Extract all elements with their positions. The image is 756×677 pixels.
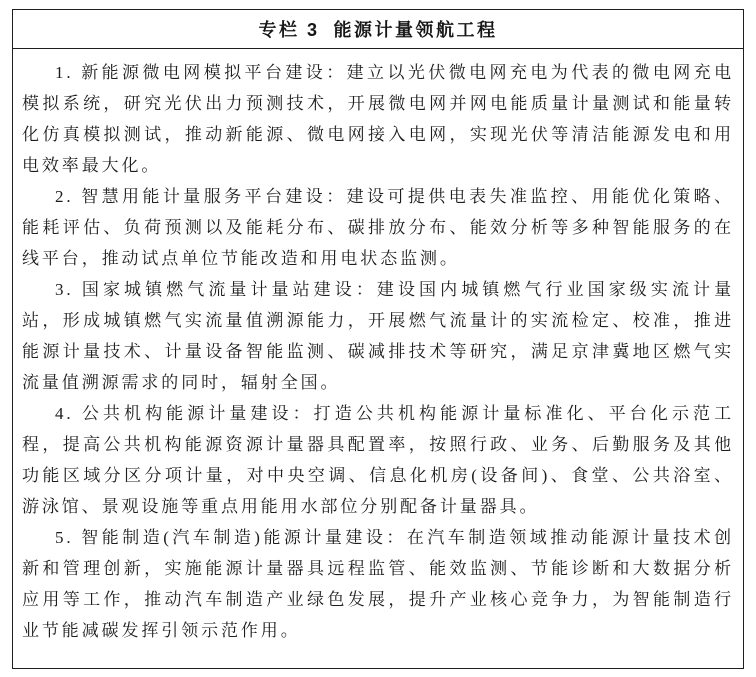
paragraph-3: 3. 国家城镇燃气流量计量站建设：建设国内城镇燃气行业国家级实流计量站，形成城镇燃气实流量值溯源能力，开展燃气流量计的实流检定、校准，推进能源计量技术、计量设备智能监测、碳减排技术等研究，满足京津冀地区燃气实流量值溯源需求的同时，辐射全国。 (22, 280, 734, 392)
column-body (13, 49, 743, 646)
paragraph-5: 5. 智能制造(汽车制造)能源计量建设：在汽车制造领域推动能源计量技术创新和管理创新，实施能源计量器具远程监管、能效监测、节能诊断和大数据分析应用等工作，推动汽车制造产业绿色发展，提升产业核心竞争力，为智能制造行业节能减碳发挥引领示范作用。 (22, 528, 734, 640)
column-label: 专栏 3 (258, 20, 320, 40)
paragraph-4: 4. 公共机构能源计量建设：打造公共机构能源计量标准化、平台化示范工程，提高公共机构能源资源计量器具配置率，按照行政、业务、后勤服务及其他功能区域分区分项计量，对中央空调、信息化机房(设备间)、食堂、公共浴室、游泳馆、景观设施等重点用能用水部位分别配备计量器具。 (22, 404, 734, 516)
column-title: 能源计量领航工程 (333, 20, 498, 40)
column-title-bar (13, 10, 743, 49)
column-box (12, 9, 744, 669)
paragraph-1: 1. 新能源微电网模拟平台建设：建立以光伏微电网充电为代表的微电网充电模拟系统，研究光伏出力预测技术，开展微电网并网电能质量计量测试和能量转化仿真模拟测试，推动新能源、微电网接入电网，实现光伏等清洁能源发电和用电效率最大化。 (22, 63, 734, 175)
paragraph-2: 2. 智慧用能计量服务平台建设：建设可提供电表失准监控、用能优化策略、能耗评估、负荷预测以及能耗分布、碳排放分布、能效分析等多种智能服务的在线平台，推动试点单位节能改造和用电状态监测。 (22, 187, 734, 268)
